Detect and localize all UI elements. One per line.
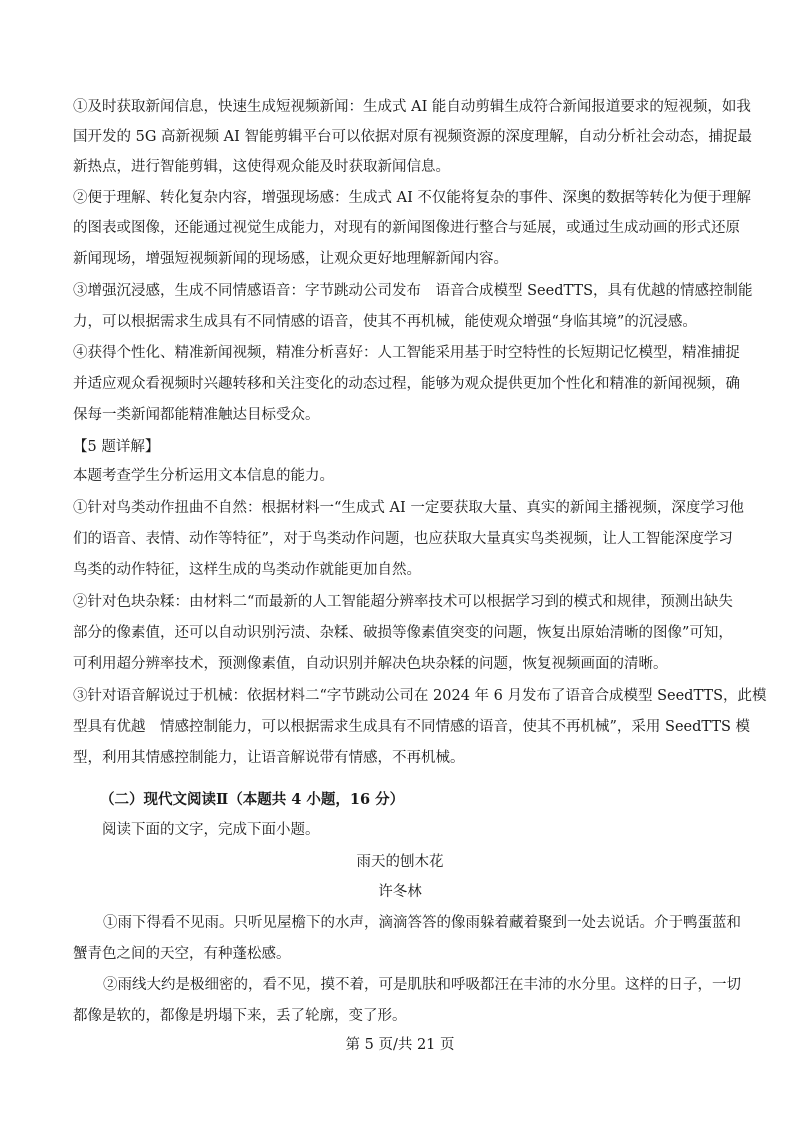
text-line: ④获得个性化、精准新闻视频，精准分析喜好：人工智能采用基于时空特性的长短期记忆模型，精准捕捉 xyxy=(73,345,740,361)
text-line: 们的语音、表情、动作等特征”，对于鸟类动作问题，也应获取大量真实鸟类视频，让人工智能深度学习 xyxy=(73,531,733,547)
text-line: 都像是软的，都像是坍塌下来，丢了轮廓，变了形。 xyxy=(73,1008,407,1024)
text-line: ①针对鸟类动作扭曲不自然：根据材料一“生成式 AI 一定要获取大量、真实的新闻主播视频，深度学习他 xyxy=(73,500,744,516)
text-line: 可利用超分辨率技术，预测像素值，自动识别并解决色块杂糅的问题，恢复视频画面的清晰。 xyxy=(73,656,668,672)
text-line: ①及时获取新闻信息，快速生成短视频新闻：生成式 AI 能自动剪辑生成符合新闻报道要求的短视频，如我 xyxy=(73,99,751,115)
text-line: 【5 题详解】 xyxy=(73,439,160,455)
text-line: 新热点，进行智能剪辑，这使得观众能及时获取新闻信息。 xyxy=(73,159,450,175)
text-line: 蟹青色之间的天空，有种蓬松感。 xyxy=(73,946,291,962)
text-line: ②针对色块杂糅：由材料二“而最新的人工智能超分辨率技术可以根据学习到的模式和规律，预测出缺失 xyxy=(73,594,733,610)
text-line: ②便于理解、转化复杂内容，增强现场感：生成式 AI 不仅能将复杂的事件、深奥的数据等转化为便于理解 xyxy=(73,190,751,206)
text-line: 型具有优越 情感控制能力，可以根据需求生成具有不同情感的语音，使其不再机械”，采用 SeedTTS 模 xyxy=(73,719,751,735)
text-line: （二）现代文阅读Ⅱ（本题共 4 小题，16 分） xyxy=(100,791,405,808)
text-line: 国开发的 5G 高新视频 AI 智能剪辑平台可以依据对原有视频资源的深度理解，自动分析社会动态，捕捉最 xyxy=(73,129,752,145)
text-line: ③针对语音解说过于机械：依据材料二“字节跳动公司在 2024 年 6 月发布了语音合成模型 SeedTTS，此模 xyxy=(73,688,767,704)
text-line: 型，利用其情感控制能力，让语音解说带有情感，不再机械。 xyxy=(73,750,465,766)
text-line: 鸟类的动作特征，这样生成的鸟类动作就能更加自然。 xyxy=(73,562,421,578)
text-line: 阅读下面的文字，完成下面小题。 xyxy=(102,822,320,838)
text-line: 部分的像素值，还可以自动识别污渍、杂糅、破损等像素值突变的问题，恢复出原始清晰的图像”可知， xyxy=(73,625,733,641)
text-line: 雨天的刨木花 xyxy=(356,854,444,870)
text-line: 新闻现场，增强短视频新闻的现场感，让观众更好地理解新闻内容。 xyxy=(73,251,508,267)
text-line: 并适应观众看视频时兴趣转移和关注变化的动态过程，能够为观众提供更加个性化和精准的新闻视频，确 xyxy=(73,376,740,392)
text-line: ③增强沉浸感，生成不同情感语音：字节跳动公司发布 语音合成模型 SeedTTS，具有优越的情感控制能 xyxy=(73,283,753,299)
text-line: ②雨线大约是极细密的，看不见，摸不着，可是肌肤和呼吸都汪在丰沛的水分里。这样的日子，一切 xyxy=(103,977,741,993)
text-line: ①雨下得看不见雨。只听见屋檐下的水声，滴滴答答的像雨躲着藏着聚到一处去说话。介于鸭蛋蓝和 xyxy=(103,915,741,931)
text-line: 本题考查学生分析运用文本信息的能力。 xyxy=(73,468,334,484)
text-line: 保每一类新闻都能精准触达目标受众。 xyxy=(73,407,320,423)
text-line: 力，可以根据需求生成具有不同情感的语音，使其不再机械，能使观众增强“身临其境”的沉浸感。 xyxy=(73,314,697,330)
text-line: 许冬林 xyxy=(378,884,422,900)
page-footer: 第 5 页/共 21 页 xyxy=(345,1037,455,1053)
text-line: 的图表或图像，还能通过视觉生成能力，对现有的新闻图像进行整合与延展，或通过生成动画的形式还原 xyxy=(73,220,740,236)
